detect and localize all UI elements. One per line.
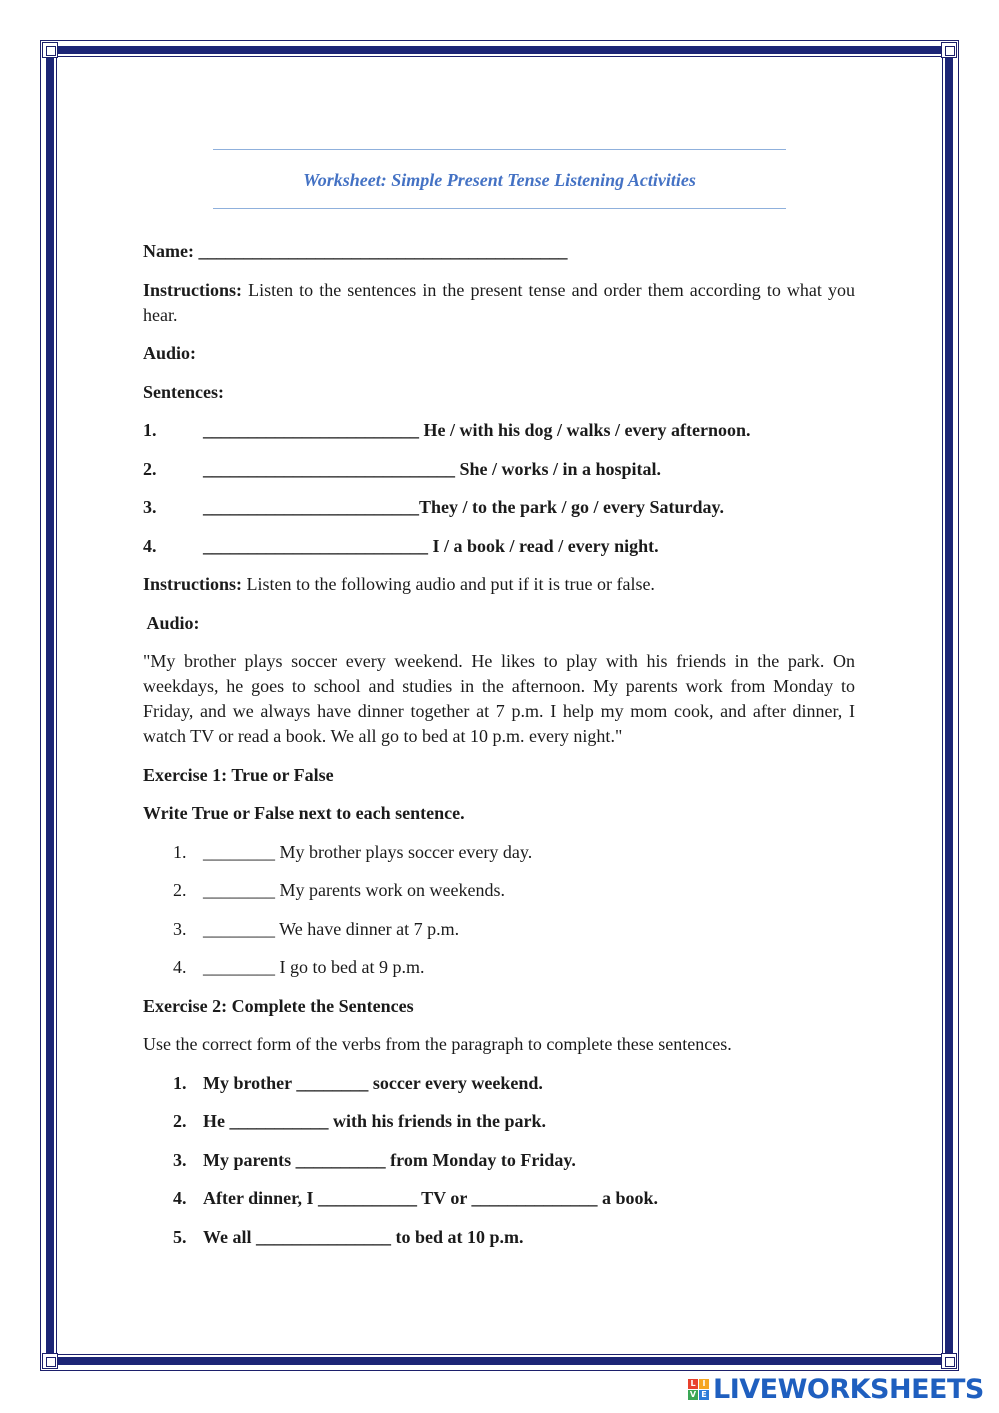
instructions-true-false (143, 572, 855, 597)
sentence-number: 4. (143, 535, 157, 556)
complete-sentence-item (143, 1186, 855, 1211)
liveworksheets-logo (688, 1372, 984, 1406)
instructions-text: Listen to the sentences in the present tense and order them according to what you hear. (143, 279, 855, 325)
logo-mark-letter: E (699, 1390, 709, 1400)
item-text[interactable]: ________ I go to bed at 9 p.m. (203, 957, 425, 977)
item-text[interactable]: We all _______________ to bed at 10 p.m. (203, 1226, 524, 1247)
logo-mark-icon (688, 1379, 709, 1400)
sentence-blank[interactable]: ____________________________ (203, 458, 455, 479)
corner-ornament-icon (42, 1353, 58, 1369)
corner-ornament-icon (941, 42, 957, 58)
complete-sentence-item (143, 1225, 855, 1250)
instructions-label: Instructions: (143, 574, 243, 594)
true-false-item (143, 955, 855, 980)
audio-label: Audio: (143, 343, 197, 363)
name-label: Name: (143, 241, 194, 261)
true-false-item (143, 840, 855, 865)
true-false-item (143, 878, 855, 903)
logo-mark-letter: L (688, 1379, 698, 1389)
sentence-item (143, 418, 855, 443)
logo-mark-letter: I (699, 1379, 709, 1389)
name-line (143, 239, 855, 264)
corner-ornament-icon (42, 42, 58, 58)
item-number: 2. (173, 880, 187, 900)
sentence-blank[interactable]: ________________________ (203, 497, 419, 517)
sentence-text: They / to the park / go / every Saturday. (419, 497, 724, 517)
instructions-label: Instructions: (143, 279, 243, 300)
sentence-number: 2. (143, 458, 157, 479)
complete-sentence-item (143, 1109, 855, 1134)
sentence-blank[interactable]: ________________________ (203, 420, 419, 440)
sentence-number: 1. (143, 420, 157, 440)
audio-label: Audio: (143, 612, 200, 633)
worksheet-content (143, 239, 855, 1263)
logo-text: LIVEWORKSHEETS (713, 1373, 984, 1405)
title-rule-bottom (213, 208, 786, 209)
item-text[interactable]: My brother ________ soccer every weekend. (203, 1072, 543, 1093)
item-text[interactable]: ________ My brother plays soccer every day. (203, 841, 533, 862)
audio-transcript: "My brother plays soccer every weekend. He likes to play with his friends in the park. On weekdays, he goes to school and studies in the afternoon. My parents work from Monday to Friday, and we always have dinner together at 7 p.m. I help my mom cook, and after dinner, I watch TV or read a book. We all go to bed at 10 p.m. every night." (143, 651, 855, 746)
item-text[interactable]: My parents __________ from Monday to Friday. (203, 1149, 576, 1170)
instructions-ordering (143, 278, 855, 328)
item-text[interactable]: ________ We have dinner at 7 p.m. (203, 918, 460, 939)
sentence-text: He / with his dog / walks / every afternoon. (419, 420, 751, 440)
sentence-number: 3. (143, 497, 157, 517)
sentences-label: Sentences: (143, 381, 224, 402)
sentence-text: She / works / in a hospital. (455, 458, 662, 479)
item-number: 1. (173, 841, 187, 862)
exercise2-instruction: Use the correct form of the verbs from the paragraph to complete these sentences. (143, 1034, 732, 1054)
item-number: 4. (173, 957, 187, 977)
item-number: 3. (173, 1149, 187, 1170)
exercise1-title: Exercise 1: True or False (143, 764, 334, 785)
item-text[interactable]: ________ My parents work on weekends. (203, 880, 505, 900)
page-title: Worksheet: Simple Present Tense Listening Activities (303, 170, 696, 190)
item-number: 5. (173, 1226, 187, 1247)
sentence-item (143, 534, 855, 559)
item-number: 2. (173, 1111, 187, 1131)
corner-ornament-icon (941, 1353, 957, 1369)
exercise1-instruction: Write True or False next to each sentence. (143, 803, 465, 823)
item-number: 4. (173, 1188, 187, 1208)
instructions-text: Listen to the following audio and put if it is true or false. (242, 574, 655, 594)
sentence-text: I / a book / read / every night. (428, 535, 659, 556)
item-number: 1. (173, 1072, 187, 1093)
item-text[interactable]: After dinner, I ___________ TV or ______________ a book. (203, 1188, 659, 1208)
item-number: 3. (173, 918, 187, 939)
sentence-blank[interactable]: _________________________ (203, 535, 428, 556)
sentence-item (143, 495, 855, 520)
exercise2-title: Exercise 2: Complete the Sentences (143, 995, 414, 1016)
true-false-item (143, 917, 855, 942)
sentence-item (143, 457, 855, 482)
name-blank[interactable]: _________________________________________ (198, 241, 568, 261)
title-block (213, 149, 786, 209)
complete-sentence-item (143, 1071, 855, 1096)
logo-mark-letter: V (689, 1389, 697, 1399)
complete-sentence-item (143, 1148, 855, 1173)
item-text[interactable]: He ___________ with his friends in the park. (203, 1111, 547, 1131)
